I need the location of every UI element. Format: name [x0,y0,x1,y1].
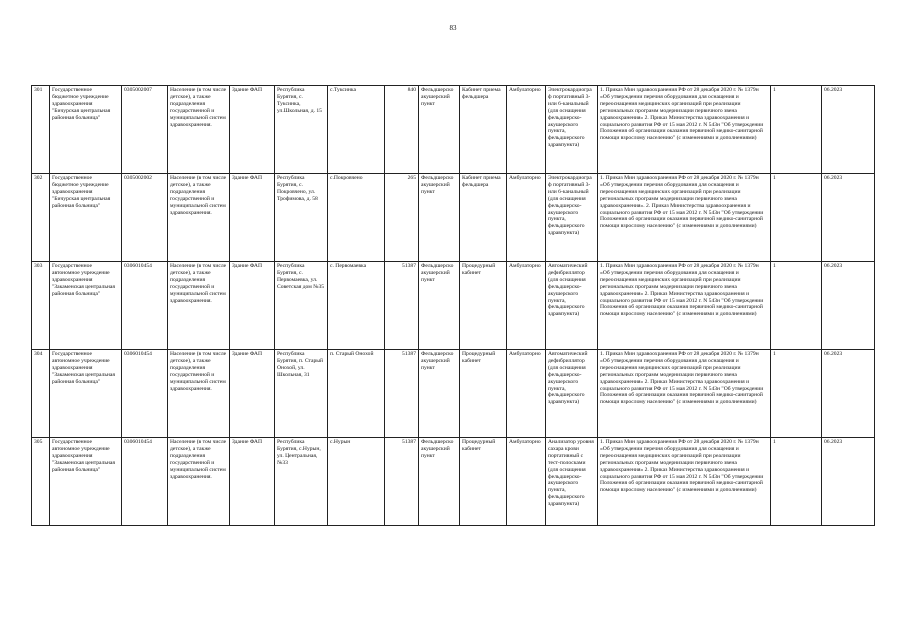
legal-basis-cell: 1. Приказ Мин здравоохранения РФ от 28 декабря 2020 г. № 1379н «Об утверждении перечня оборудования для оснащения и переоснащения медицинских организаций при реализации региональных программ модернизации первичного звена здравоохранения» 2. Приказ Министерства здравоохранения и социального развития РФ от 15 мая 2012 г. N 543н "Об утверждении Положения об организации оказания первичной медико-санитарной помощи взрослому населению" (с изменениями и дополнениями) [598,262,771,350]
code-cell: 0305002007 [122,86,168,174]
row-number-cell: 301 [32,86,50,174]
care-type-cell: Амбулаторно [507,438,546,526]
care-type-cell: Амбулаторно [507,262,546,350]
building-cell: Здание ФАП [230,262,275,350]
quantity-cell: 1 [771,438,822,526]
unit-type-cell: Фельдшерско акушерский пункт [419,262,460,350]
population-cell: Население (в том числе детское), а также подразделения государственной и муниципальной систем здравоохранения. [168,350,230,438]
quantity-cell: 1 [771,350,822,438]
room-cell: Процедурный кабинет [460,438,507,526]
address-cell: Республика Бурятия, с. Туксинка, ул.Школьная, д. 15 [275,86,328,174]
code-cell: 0305002002 [122,174,168,262]
date-cell: 06.2023 [822,438,875,526]
settlement-cell: с.Покровчено [328,174,385,262]
code-cell: 0306010454 [122,262,168,350]
room-cell: Процедурный кабинет [460,350,507,438]
organization-cell: Государственное автономное учреждение здравоохранения "Закаменская центральная районная больница" [50,350,122,438]
row-number-cell: 303 [32,262,50,350]
unit-type-cell: Фельдшерско акушерский пункт [419,174,460,262]
count-cell: 840 [385,86,419,174]
organization-cell: Государственное бюджетное учреждение здравоохранения "Бичурская центральная районная больница" [50,86,122,174]
settlement-cell: п. Старый Онохой [328,350,385,438]
row-number-cell: 305 [32,438,50,526]
settlement-cell: с. Первомаевка [328,262,385,350]
code-cell: 0306010454 [122,438,168,526]
date-cell: 06.2023 [822,174,875,262]
code-cell: 0306010454 [122,350,168,438]
address-cell: Республика Бурятия, с.Нурын, ул. Центральная, №33 [275,438,328,526]
unit-type-cell: Фельдшерско акушерский пункт [419,350,460,438]
count-cell: 265 [385,174,419,262]
population-cell: Население (в том числе детское), а также подразделения государственной и муниципальной систем здравоохранения. [168,262,230,350]
population-cell: Население (в том числе детское), а также подразделения государственной и муниципальной систем здравоохранения. [168,438,230,526]
room-cell: Процедурный кабинет [460,262,507,350]
address-cell: Республика Бурятия, с. Покровчено, ул. Трофимова, д. 58 [275,174,328,262]
equipment-cell: Анализатор уровня сахара крови портативный с тест-полосками (для оснащения фельдшерско-акушерского пункта, фельдшерского здравпункта) [546,438,598,526]
population-cell: Население (в том числе детское), а также подразделения государственной и муниципальной систем здравоохранения. [168,174,230,262]
row-number-cell: 304 [32,350,50,438]
count-cell: 51387 [385,350,419,438]
organization-cell: Государственное бюджетное учреждение здравоохранения "Бичурская центральная районная больница" [50,174,122,262]
equipment-cell: Электрокардиограф портативный 3- или 6-канальный (для оснащения фельдшерско-акушерского пункта, фельдшерского здравпункта) [546,174,598,262]
date-cell: 06.2023 [822,262,875,350]
quantity-cell: 1 [771,86,822,174]
legal-basis-cell: 1. Приказ Мин здравоохранения РФ от 28 декабря 2020 г. № 1379н «Об утверждении перечня оборудования для оснащения и переоснащения медицинских организаций при реализации региональных программ модернизации первичного звена здравоохранения» 2. Приказ Министерства здравоохранения и социального развития РФ от 15 мая 2012 г. N 543н "Об утверждении Положения об организации оказания первичной медико-санитарной помощи взрослому населению" (с изменениями и дополнениями) [598,350,771,438]
settlement-cell: с.Нурын [328,438,385,526]
equipment-cell: Автоматический дефибриллятор (для оснащения фельдшерско-акушерского пункта, фельдшерского здравпункта) [546,350,598,438]
care-type-cell: Амбулаторно [507,350,546,438]
care-type-cell: Амбулаторно [507,174,546,262]
equipment-cell: Автоматический дефибриллятор (для оснащения фельдшерско-акушерского пункта, фельдшерского здравпункта) [546,262,598,350]
table-row [32,350,875,438]
page-number: 83 [449,24,457,32]
building-cell: Здание ФАП [230,350,275,438]
equipment-cell: Электрокардиограф портативный 3- или 6-канальный (для оснащения фельдшерско-акушерского пункта, фельдшерского здравпункта) [546,86,598,174]
care-type-cell: Амбулаторно [507,86,546,174]
date-cell: 06.2023 [822,86,875,174]
table-row [32,438,875,526]
date-cell: 06.2023 [822,350,875,438]
legal-basis-cell: 1. Приказ Мин здравоохранения РФ от 28 декабря 2020 г. № 1379н «Об утверждении перечня оборудования для оснащения и переоснащения медицинских организаций при реализации региональных программ модернизации первичного звена здравоохранения» 2. Приказ Министерства здравоохранения и социального развития РФ от 15 мая 2012 г. N 543н "Об утверждении Положения об организации оказания первичной медико-санитарной помощи взрослому населению" (с изменениями и дополнениями) [598,438,771,526]
table-row [32,262,875,350]
row-number-cell: 302 [32,174,50,262]
legal-basis-cell: 1. Приказ Мин здравоохранения РФ от 28 декабря 2020 г. № 1379н «Об утверждении перечня оборудования для оснащения и переоснащения медицинских организаций при реализации региональных программ модернизации первичного звена здравоохранения». 2. Приказ Министерства здравоохранения и социального развития РФ от 15 мая 2012 г. N 543н "Об утверждении Положения об организации оказания первичной медико-санитарной помощи взрослому населению" (с изменениями и дополнениями) [598,174,771,262]
room-cell: Кабинет приема фельдшера [460,174,507,262]
quantity-cell: 1 [771,262,822,350]
building-cell: Здание ФАП [230,86,275,174]
population-cell: Население (в том числе детское), а также подразделения государственной и муниципальной систем здравоохранения. [168,86,230,174]
count-cell: 51387 [385,438,419,526]
room-cell: Кабинет приема фельдшера [460,86,507,174]
table-row [32,86,875,174]
address-cell: Республика Бурятия, с. Первомаевка, ул. Советская дом №35 [275,262,328,350]
count-cell: 51387 [385,262,419,350]
quantity-cell: 1 [771,174,822,262]
settlement-cell: с.Туксинка [328,86,385,174]
equipment-register-table [31,85,875,526]
building-cell: Здание ФАП [230,438,275,526]
organization-cell: Государственное автономное учреждение здравоохранения "Закаменская центральная районная больница" [50,262,122,350]
unit-type-cell: Фельдшерско акушерский пункт [419,86,460,174]
building-cell: Здание ФАП [230,174,275,262]
legal-basis-cell: 1. Приказ Мин здравоохранения РФ от 28 декабря 2020 г. № 1379н «Об утверждении перечня оборудования для оснащения и переоснащения медицинских организаций при реализации региональных программ модернизации первичного звена здравоохранения» 2. Приказ Министерства здравоохранения и социального развития РФ от 15 мая 2012 г. N 543н "Об утверждении Положения об организации оказания первичной медико-санитарной помощи взрослому населению" (с изменениями и дополнениями) [598,86,771,174]
table-row [32,174,875,262]
address-cell: Республика Бурятия, п. Старый Онохой, ул. Школьная, 31 [275,350,328,438]
organization-cell: Государственное автономное учреждение здравоохранения "Закаменская центральная районная больница" [50,438,122,526]
unit-type-cell: Фельдшерско акушерский пункт [419,438,460,526]
